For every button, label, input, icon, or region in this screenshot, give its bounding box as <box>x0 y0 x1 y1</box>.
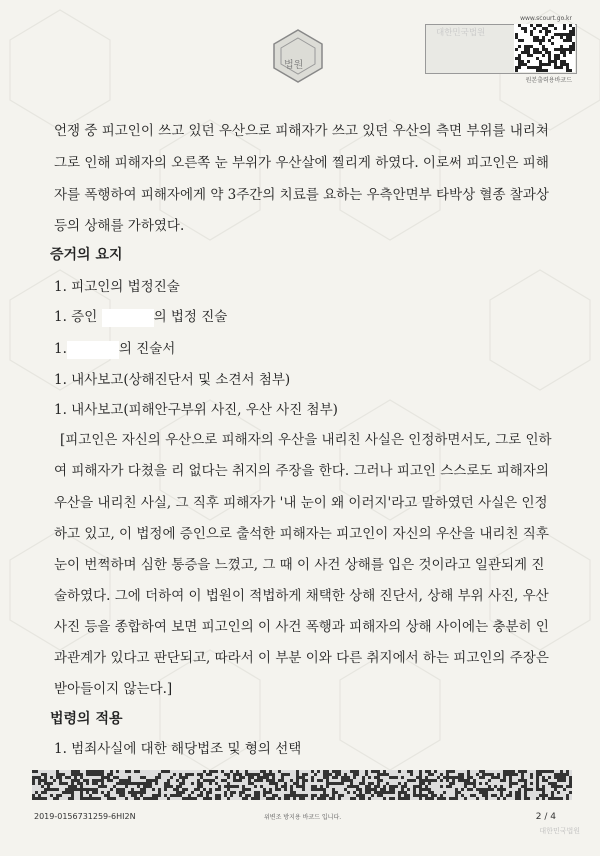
evidence-item-2-prefix: 1. 증인 <box>54 309 98 325</box>
para2-line-6: 술하였다. 그에 더하여 이 법원이 적법하게 채택한 상해 진단서, 상해 부위 사진, 우산 <box>54 588 549 604</box>
evidence-heading: 증거의 요지 <box>50 247 123 263</box>
redacted-name <box>67 341 119 359</box>
evidence-item-3-suffix: 의 진술서 <box>118 341 176 357</box>
evidence-item-5: 1. 내사보고(피해안구부위 사진, 우산 사진 첨부) <box>54 402 338 418</box>
evidence-item-3-prefix: 1. <box>54 341 67 357</box>
barcode-notice: 위변조 방지용 바코드 입니다. <box>264 814 342 821</box>
evidence-item-1: 1. 피고인의 법정진술 <box>54 279 180 295</box>
para1-line-3: 자를 폭행하여 피해자에게 약 3주간의 치료를 요하는 우측안면부 타박상 혈종 찰과상 <box>54 187 549 203</box>
law-heading: 법령의 적용 <box>50 711 123 727</box>
emblem-label: 법원 <box>284 60 304 71</box>
page-number: 2 / 4 <box>535 812 556 822</box>
document-id: 2019-0156731259-6HI2N <box>34 812 136 821</box>
evidence-item-4: 1. 내사보고(상해진단서 및 소견서 첨부) <box>54 372 291 388</box>
para1-line-2: 그로 인해 피해자의 오른쪽 눈 부위가 우산살에 찔리게 하였다. 이로써 피고인은 피해 <box>54 155 549 171</box>
para2-line-5: 눈이 번쩍하며 심한 통증을 느꼈고, 그 때 이 사건 상해를 입은 것이라고 일관되게 진 <box>54 557 545 573</box>
evidence-item-2-suffix: 의 법정 진술 <box>153 309 228 325</box>
para1-line-4: 등의 상해를 가하였다. <box>54 218 185 234</box>
site-url: www.scourt.go.kr <box>520 15 572 22</box>
qr-caption: 원본출력용바코드 <box>525 77 572 84</box>
para2-line-3: 우산을 내리친 사실, 그 직후 피해자가 '내 눈이 왜 이러지'라고 말하였던 사실은 인정 <box>54 495 548 511</box>
para2-line-8: 과관계가 있다고 판단되고, 따라서 이 부분 이와 다른 취지에서 하는 피고인의 주장은 <box>54 650 549 666</box>
para2-line-2: 여 피해자가 다쳤을 리 없다는 취지의 주장을 한다. 그러나 피고인 스스로도 피해자의 <box>54 463 549 479</box>
redacted-name <box>102 309 154 327</box>
qr-watermark-text: 대한민국법원 <box>436 28 486 38</box>
anti-forgery-barcode <box>32 770 572 800</box>
law-item-1: 1. 범죄사실에 대한 해당법조 및 형의 선택 <box>54 741 302 757</box>
evidence-item-2 <box>54 305 227 327</box>
para1-line-1: 언쟁 중 피고인이 쓰고 있던 우산으로 피해자가 쓰고 있던 우산의 측면 부위를 내리쳐 <box>54 123 549 139</box>
para2-line-7: 사진 등을 종합하여 보면 피고인의 이 사건 폭행과 피해자의 상해 사이에는 충분히 인 <box>54 619 549 635</box>
para2-line-1: [피고인은 자신의 우산으로 피해자의 우산을 내리친 사실은 인정하면서도, 그로 인하 <box>60 432 552 448</box>
para2-line-9: 받아들이지 않는다.] <box>54 681 173 697</box>
para2-line-4: 하고 있고, 이 법정에 증인으로 출석한 피해자는 피고인이 자신의 우산을 내리친 직후 <box>54 526 549 542</box>
court-footer-label: 대한민국법원 <box>539 827 580 835</box>
evidence-item-3 <box>54 337 175 359</box>
qr-code-icon <box>514 24 575 72</box>
